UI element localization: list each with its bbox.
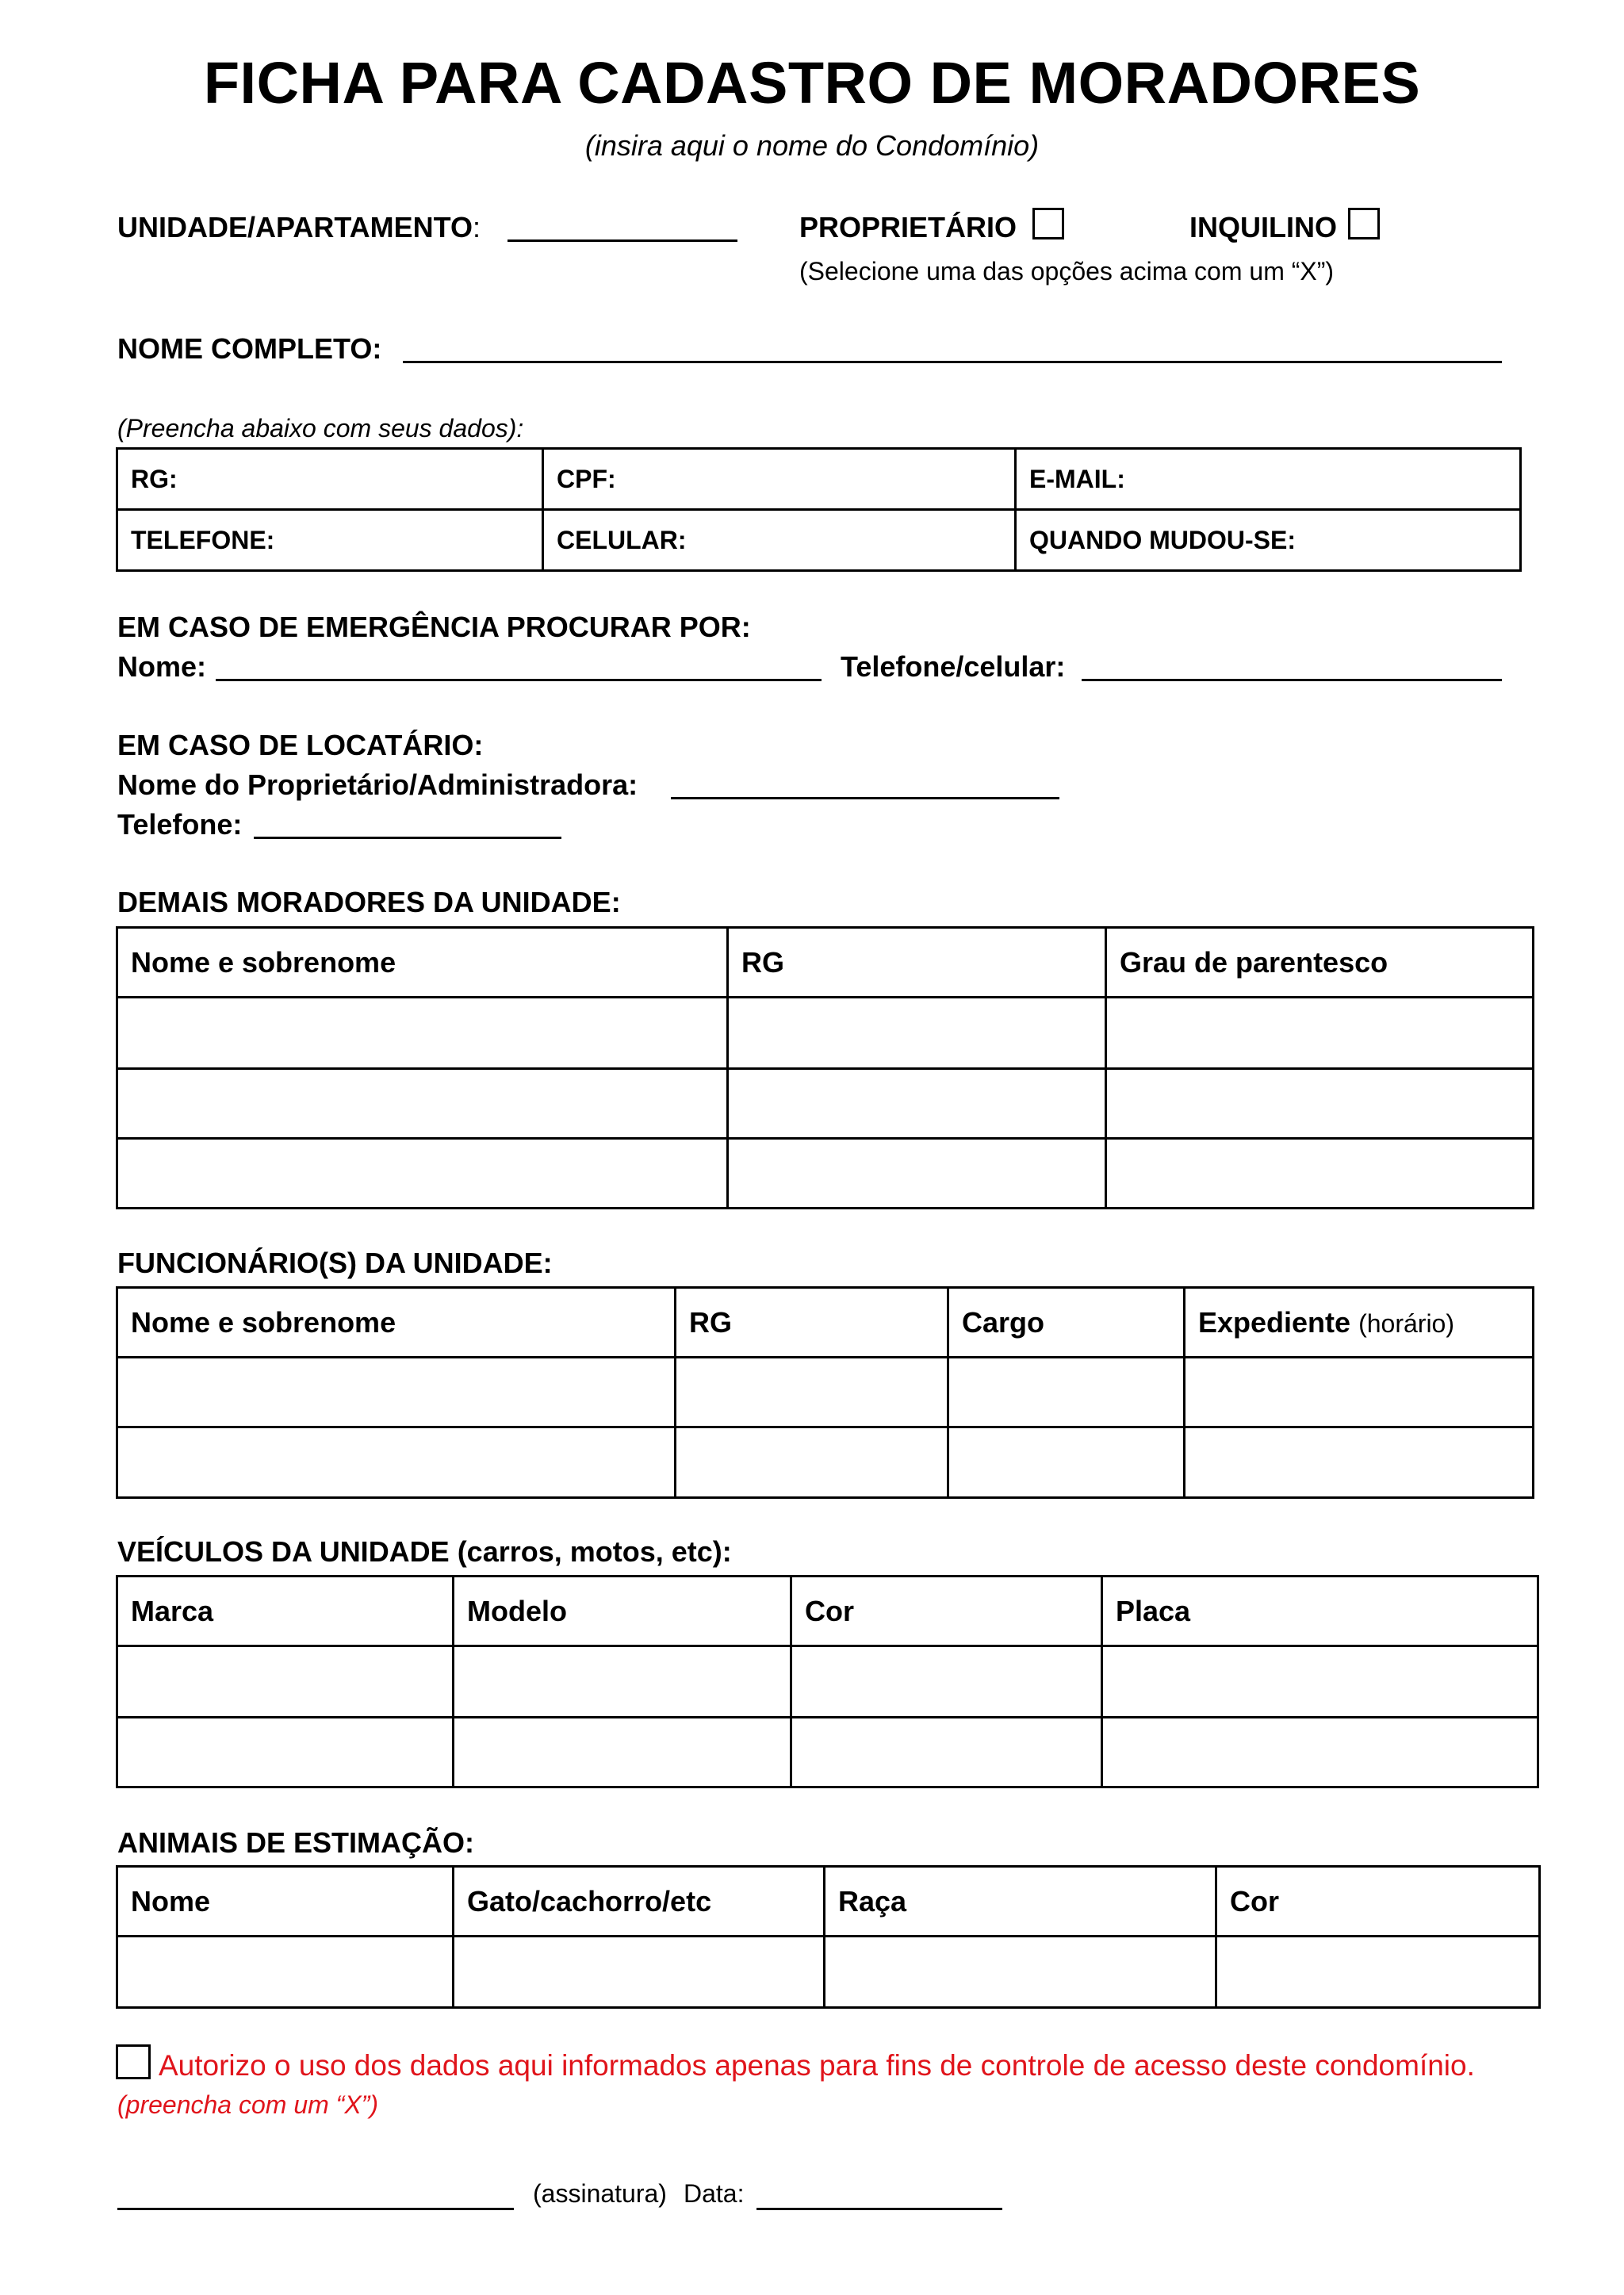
email-field[interactable]: E-MAIL: (1016, 449, 1521, 510)
vehicles-heading: VEÍCULOS DA UNIDADE (carros, motos, etc): (117, 1535, 732, 1568)
table-cell[interactable] (1106, 998, 1534, 1069)
tenant-heading: EM CASO DE LOCATÁRIO: (117, 729, 484, 761)
table-cell[interactable] (117, 1718, 454, 1787)
emergency-phone-input-line[interactable] (1082, 679, 1502, 681)
unit-input-line[interactable] (508, 239, 737, 242)
emergency-name-input-line[interactable] (216, 679, 822, 681)
table-row (117, 1718, 1538, 1787)
date-input-line[interactable] (756, 2208, 1002, 2210)
unit-field-label: UNIDADE/APARTAMENTO: (117, 211, 481, 243)
table-cell[interactable] (454, 1718, 791, 1787)
consent-note: (preencha com um “X”) (117, 2090, 378, 2119)
cpf-field[interactable]: CPF: (543, 449, 1016, 510)
emergency-name-label: Nome: (117, 650, 207, 683)
table-cell[interactable] (676, 1427, 948, 1498)
table-cell[interactable] (1106, 1139, 1534, 1209)
phone-field[interactable]: TELEFONE: (117, 510, 543, 571)
page-title: FICHA PARA CADASTRO DE MORADORES (203, 50, 1421, 116)
signature-label: (assinatura) (533, 2179, 667, 2208)
table-cell[interactable] (454, 1937, 825, 2008)
table-row (117, 998, 1534, 1069)
full-name-label: NOME COMPLETO: (117, 332, 382, 365)
table-cell[interactable] (117, 1937, 454, 2008)
column-header-model: Modelo (454, 1577, 791, 1646)
column-header-plate: Placa (1102, 1577, 1538, 1646)
schedule-note: (horário) (1358, 1308, 1454, 1338)
table-cell[interactable] (117, 1427, 676, 1498)
tenant-option-label: INQUILINO (1189, 211, 1337, 243)
tenant-phone-input-line[interactable] (254, 837, 561, 839)
table-cell[interactable] (1185, 1358, 1534, 1427)
select-option-note: (Selecione uma das opções acima com um “X”) (799, 257, 1335, 285)
table-cell[interactable] (117, 1646, 454, 1718)
table-cell[interactable] (728, 998, 1106, 1069)
table-cell[interactable] (117, 1358, 676, 1427)
vehicles-table (116, 1575, 1539, 1788)
table-cell[interactable] (791, 1718, 1102, 1787)
column-header-species: Gato/cachorro/etc (454, 1867, 825, 1937)
consent-text: Autorizo o uso dos dados aqui informados apenas para fins de controle de acesso deste condomínio. (159, 2049, 1475, 2082)
table-row (117, 1646, 1538, 1718)
residents-heading: DEMAIS MORADORES DA UNIDADE: (117, 886, 621, 918)
table-cell[interactable] (948, 1427, 1185, 1498)
column-header-pet-color: Cor (1216, 1867, 1540, 1937)
rg-field[interactable]: RG: (117, 449, 543, 510)
table-row (117, 1937, 1540, 2008)
consent-checkbox[interactable] (116, 2044, 151, 2079)
table-cell[interactable] (117, 1139, 728, 1209)
column-header-schedule: Expediente (horário) (1185, 1288, 1534, 1358)
move-in-date-field[interactable]: QUANDO MUDOU-SE: (1016, 510, 1521, 571)
tenant-phone-label: Telefone: (117, 808, 243, 841)
table-row (117, 1139, 1534, 1209)
table-cell[interactable] (454, 1646, 791, 1718)
emergency-heading: EM CASO DE EMERGÊNCIA PROCURAR POR: (117, 611, 751, 643)
table-row (117, 1069, 1534, 1139)
date-label: Data: (684, 2179, 745, 2208)
table-cell[interactable] (1216, 1937, 1540, 2008)
full-name-input-line[interactable] (403, 361, 1502, 363)
table-cell[interactable] (825, 1937, 1216, 2008)
column-header-role: Cargo (948, 1288, 1185, 1358)
column-header-name: Nome e sobrenome (117, 1288, 676, 1358)
column-header-name: Nome e sobrenome (117, 928, 728, 998)
owner-checkbox[interactable] (1032, 208, 1064, 239)
owner-option-label: PROPRIETÁRIO (799, 211, 1017, 243)
pets-table (116, 1865, 1541, 2009)
column-header-brand: Marca (117, 1577, 454, 1646)
table-cell[interactable] (728, 1139, 1106, 1209)
table-cell[interactable] (791, 1646, 1102, 1718)
table-cell[interactable] (948, 1358, 1185, 1427)
signature-line[interactable] (117, 2208, 514, 2210)
table-row (117, 1358, 1534, 1427)
personal-data-note: (Preencha abaixo com seus dados): (117, 414, 524, 443)
table-row (117, 1427, 1534, 1498)
table-cell[interactable] (676, 1358, 948, 1427)
personal-data-table (116, 447, 1522, 572)
table-cell[interactable] (117, 998, 728, 1069)
column-header-rg: RG (676, 1288, 948, 1358)
tenant-owner-input-line[interactable] (671, 797, 1059, 799)
column-header-color: Cor (791, 1577, 1102, 1646)
residents-table (116, 926, 1534, 1209)
column-header-pet-name: Nome (117, 1867, 454, 1937)
table-cell[interactable] (728, 1069, 1106, 1139)
pets-heading: ANIMAIS DE ESTIMAÇÃO: (117, 1826, 474, 1859)
table-cell[interactable] (117, 1069, 728, 1139)
table-cell[interactable] (1185, 1427, 1534, 1498)
column-header-rg: RG (728, 928, 1106, 998)
tenant-owner-label: Nome do Proprietário/Administradora: (117, 768, 638, 801)
mobile-field[interactable]: CELULAR: (543, 510, 1016, 571)
column-header-relationship: Grau de parentesco (1106, 928, 1534, 998)
employees-heading: FUNCIONÁRIO(S) DA UNIDADE: (117, 1247, 553, 1279)
column-header-breed: Raça (825, 1867, 1216, 1937)
table-cell[interactable] (1102, 1718, 1538, 1787)
emergency-phone-label: Telefone/celular: (841, 650, 1066, 683)
employees-table (116, 1286, 1534, 1499)
table-cell[interactable] (1102, 1646, 1538, 1718)
table-cell[interactable] (1106, 1069, 1534, 1139)
tenant-checkbox[interactable] (1348, 208, 1380, 239)
condominium-name-placeholder: (insira aqui o nome do Condomínio) (584, 129, 1040, 162)
